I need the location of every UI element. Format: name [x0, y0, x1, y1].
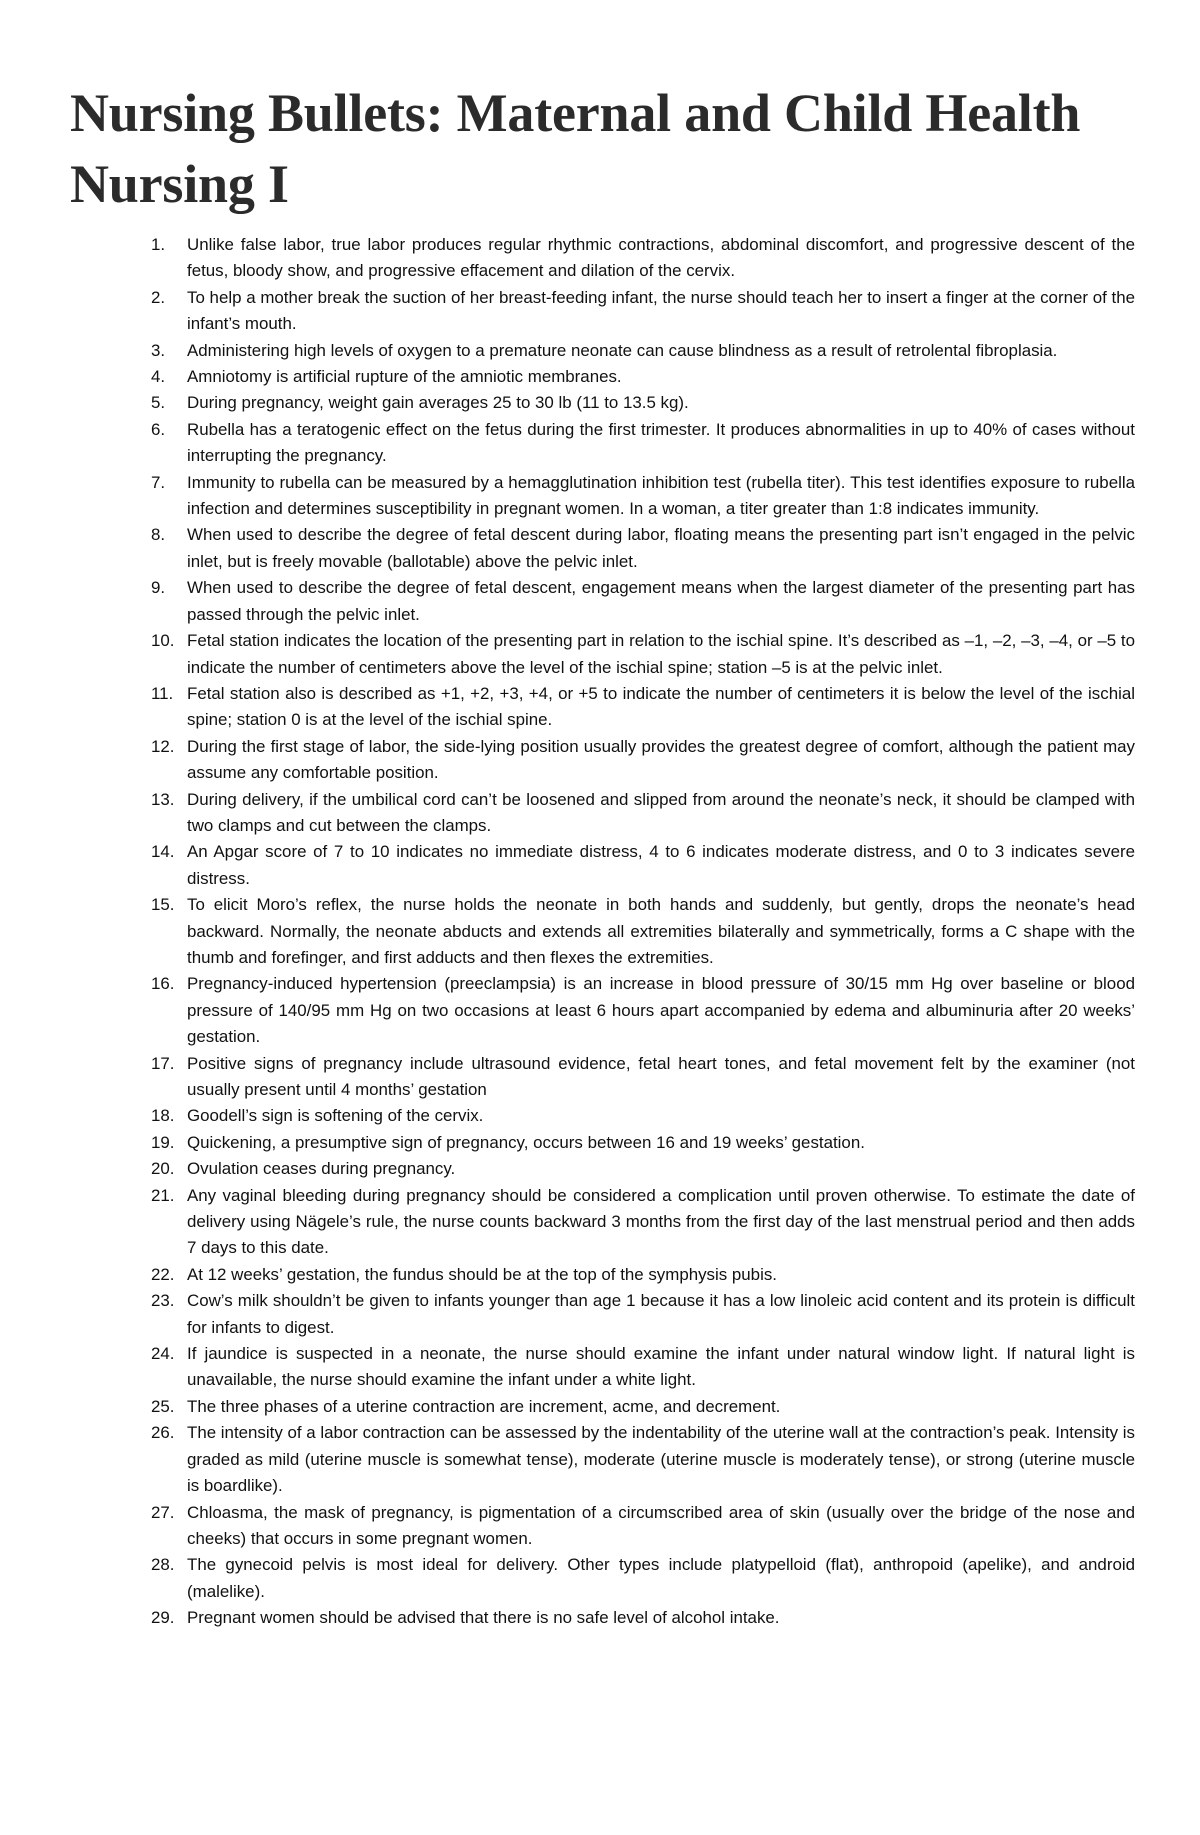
list-item-text: During pregnancy, weight gain averages 25 to 30 lb (11 to 13.5 kg). — [187, 393, 689, 413]
list-item-text: Rubella has a teratogenic effect on the fetus during the first trimester. It produces abnormalities in up to 40% of cases without interrupting the pregnancy. — [187, 419, 1135, 466]
list-item-number: 27. — [151, 1502, 175, 1522]
list-item-number: 15. — [151, 895, 175, 915]
list-item-number: 24. — [151, 1344, 175, 1364]
list-item-text: Quickening, a presumptive sign of pregnancy, occurs between 16 and 19 weeks’ gestation. — [187, 1132, 865, 1152]
list-item-number: 2. — [151, 287, 166, 307]
list-item-text: To elicit Moro’s reflex, the nurse holds the neonate in both hands and suddenly, but gently, drops the neonate’s head backward. Normally, the neonate abducts and extends all extremities bilaterally and symmetrically, forms a C shape with the thumb and forefinger, and first adducts and then flexes the extremities. — [187, 895, 1135, 967]
list-item-text: Fetal station indicates the location of the presenting part in relation to the ischial spine. It’s described as –1, –2, –3, –4, or –5 to indicate the number of centimeters above the level of the ischial spine; station –5 is at the pelvic inlet. — [187, 631, 1135, 677]
list-item-number: 12. — [151, 736, 175, 756]
list-item — [70, 232, 1135, 285]
list-item-text: Amniotomy is artificial rupture of the amniotic membranes. — [187, 367, 622, 387]
list-item-number: 23. — [151, 1291, 175, 1311]
list-item-number: 1. — [151, 235, 166, 254]
list-item-text: Positive signs of pregnancy include ultrasound evidence, fetal heart tones, and fetal movement felt by the examiner (not usually present until 4 months’ gestation — [187, 1053, 1135, 1099]
list-item-number: 5. — [151, 393, 166, 413]
list-item-text: Fetal station also is described as +1, +2, +3, +4, or +5 to indicate the number of centimeters it is below the level of the ischial spine; station 0 is at the level of the ischial spine. — [187, 683, 1135, 730]
list-item — [70, 787, 1135, 840]
list-item — [70, 1552, 1135, 1605]
list-item — [70, 285, 1135, 338]
list-item-text: Unlike false labor, true labor produces regular rhythmic contractions, abdominal discomfort, and progressive descent of the fetus, bloody show, and progressive effacement and dilation of the cervix. — [187, 235, 1135, 281]
list-item — [70, 839, 1135, 892]
list-item-text: Goodell’s sign is softening of the cervix. — [187, 1106, 484, 1126]
list-item-text: Chloasma, the mask of pregnancy, is pigmentation of a circumscribed area of skin (usually over the bridge of the nose and cheeks) that occurs in some pregnant women. — [187, 1502, 1135, 1548]
list-item — [70, 1103, 1135, 1129]
list-item-text: During delivery, if the umbilical cord can’t be loosened and slipped from around the neonate’s neck, it should be clamped with two clamps and cut between the clamps. — [187, 789, 1135, 835]
list-item-text: Cow’s milk shouldn’t be given to infants younger than age 1 because it has a low linoleic acid content and its protein is difficult for infants to digest. — [187, 1291, 1135, 1337]
list-item-text: Any vaginal bleeding during pregnancy should be considered a complication until proven otherwise. To estimate the date of delivery using Nägele’s rule, the nurse counts backward 3 months from the first day of the last menstrual period and then adds 7 days to this date. — [187, 1185, 1135, 1258]
list-item — [70, 338, 1135, 364]
list-item — [70, 734, 1135, 787]
list-item-text: To help a mother break the suction of her breast-feeding infant, the nurse should teach her to insert a finger at the corner of the infant’s mouth. — [187, 287, 1135, 334]
list-item — [70, 522, 1135, 575]
list-item-number: 4. — [151, 367, 166, 387]
list-item-number: 14. — [151, 842, 175, 862]
list-item-text: Immunity to rubella can be measured by a hemagglutination inhibition test (rubella titer). This test identifies exposure to rubella infection and determines susceptibility in pregnant women. In a woman, a titer greater than 1:8 indicates immunity. — [187, 472, 1135, 519]
list-item-number: 11. — [151, 683, 174, 703]
list-item-number: 6. — [151, 419, 166, 439]
list-item — [70, 1288, 1135, 1341]
list-item — [70, 1341, 1135, 1394]
list-item — [70, 417, 1135, 470]
list-item-text: At 12 weeks’ gestation, the fundus should be at the top of the symphysis pubis. — [187, 1264, 777, 1284]
list-item — [70, 1605, 1135, 1631]
list-item — [70, 470, 1135, 523]
list-item-number: 17. — [151, 1053, 175, 1073]
list-item-text: An Apgar score of 7 to 10 indicates no immediate distress, 4 to 6 indicates moderate distress, and 0 to 3 indicates severe distress. — [187, 842, 1135, 888]
list-item-text: When used to describe the degree of fetal descent, engagement means when the largest diameter of the presenting part has passed through the pelvic inlet. — [187, 578, 1135, 624]
list-item — [70, 971, 1135, 1050]
nursing-bullets-list — [70, 232, 1135, 1632]
list-item — [70, 1262, 1135, 1288]
list-item-number: 26. — [151, 1423, 175, 1443]
list-item — [70, 681, 1135, 734]
list-item-number: 7. — [151, 472, 166, 492]
list-item-number: 13. — [151, 789, 175, 809]
list-item-number: 18. — [151, 1106, 175, 1126]
list-item-text: The intensity of a labor contraction can be assessed by the indentability of the uterine wall at the contraction’s peak. Intensity is graded as mild (uterine muscle is somewhat tense), moderate (uterine muscle is moderately tense), or strong (uterine muscle is boardlike). — [187, 1423, 1135, 1496]
list-item-number: 9. — [151, 578, 166, 598]
list-item — [70, 1156, 1135, 1182]
list-item-text: The three phases of a uterine contraction are increment, acme, and decrement. — [187, 1396, 781, 1416]
list-item-text: Ovulation ceases during pregnancy. — [187, 1159, 456, 1179]
list-item-number: 21. — [151, 1185, 175, 1205]
list-item-text: Administering high levels of oxygen to a premature neonate can cause blindness as a result of retrolental fibroplasia. — [187, 340, 1058, 360]
list-item — [70, 575, 1135, 628]
list-item-number: 16. — [151, 974, 175, 994]
list-item — [70, 390, 1135, 416]
list-item — [70, 1130, 1135, 1156]
list-item — [70, 628, 1135, 681]
list-item — [70, 1183, 1135, 1262]
list-item-number: 19. — [151, 1132, 175, 1152]
list-item — [70, 1420, 1135, 1499]
list-item — [70, 364, 1135, 390]
list-item-text: If jaundice is suspected in a neonate, the nurse should examine the infant under natural window light. If natural light is unavailable, the nurse should examine the infant under a white light. — [187, 1344, 1135, 1390]
list-item-text: Pregnancy-induced hypertension (preeclampsia) is an increase in blood pressure of 30/15 mm Hg over baseline or blood pressure of 140/95 mm Hg on two occasions at least 6 hours apart accompanied by edema and albuminuria after 20 weeks’ gestation. — [187, 974, 1135, 1047]
list-item-number: 28. — [151, 1555, 175, 1575]
page-title: Nursing Bullets: Maternal and Child Health Nursing I — [70, 83, 1081, 214]
list-item-number: 29. — [151, 1608, 175, 1628]
list-item-number: 10. — [151, 631, 175, 651]
list-item-number: 20. — [151, 1159, 175, 1179]
list-item-text: Pregnant women should be advised that there is no safe level of alcohol intake. — [187, 1608, 780, 1628]
list-item-number: 25. — [151, 1396, 175, 1416]
list-item-number: 22. — [151, 1264, 175, 1284]
list-item — [70, 1500, 1135, 1553]
list-item-text: When used to describe the degree of fetal descent during labor, floating means the presenting part isn’t engaged in the pelvic inlet, but is freely movable (ballotable) above the pelvic inlet. — [187, 525, 1135, 571]
list-item-text: The gynecoid pelvis is most ideal for delivery. Other types include platypelloid (flat), anthropoid (apelike), and android (malelike). — [187, 1555, 1135, 1601]
list-item-number: 8. — [151, 525, 166, 545]
list-item — [70, 892, 1135, 971]
list-item-text: During the first stage of labor, the side-lying position usually provides the greatest degree of comfort, although the patient may assume any comfortable position. — [187, 736, 1135, 783]
list-item — [70, 1051, 1135, 1104]
list-item — [70, 1394, 1135, 1420]
list-item-number: 3. — [151, 340, 166, 360]
